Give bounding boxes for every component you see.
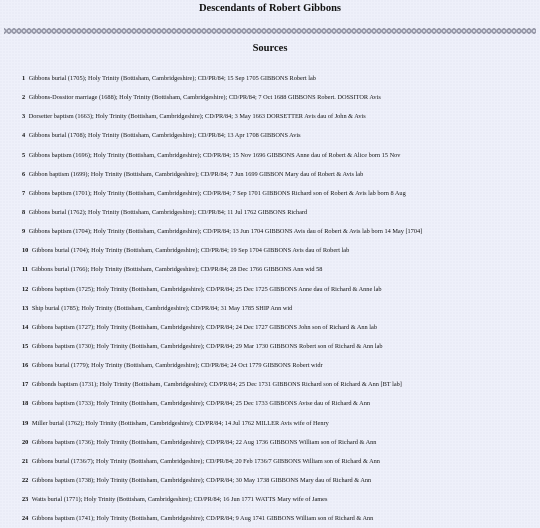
source-item [0, 146, 540, 165]
source-item [0, 356, 540, 375]
source-text: Gibbons burial (1766); Holy Trinity (Bottisham, Cambridgeshire); CD/PR/84; 28 Dec 1766 GIBBONS Ann wid 58 [31, 266, 323, 274]
source-number: 19 [22, 419, 29, 427]
page-title: Descendants of Robert Gibbons [198, 3, 342, 14]
source-text: Gibbons burial (1762); Holy Trinity (Bottisham, Cambridgeshire); CD/PR/84; 11 Jul 1762 GIBBONS Richard [28, 208, 308, 216]
source-text: Gibbons baptism (1725); Holy Trinity (Bottisham, Cambridgeshire); CD/PR/84; 25 Dec 1725 GIBBONS Anne dau of Richard & Anne lab [31, 285, 382, 293]
source-number: 8 [22, 208, 26, 216]
source-number: 20 [22, 438, 29, 446]
source-text: Gibbons-Dossitor marriage (1688); Holy Trinity (Bottisham, Cambridgeshire); CD/PR/84; 7 Oct 1688 GIBBONS Robert. DOSSITOR Avis [28, 94, 381, 102]
source-number: 1 [22, 75, 26, 82]
source-item [0, 165, 540, 184]
source-number: 16 [22, 362, 29, 370]
source-text: Gibbons burial (1736/7); Holy Trinity (Bottisham, Cambridgeshire); CD/PR/84; 20 Feb 1736/7 GIBBONS William son of Richard & Ann [31, 457, 380, 465]
source-text: Gibbons baptism (1741); Holy Trinity (Bottisham, Cambridgeshire); CD/PR/84; 9 Aug 1741 GIBBONS William son of Richard & Ann [31, 515, 374, 523]
source-item [0, 471, 540, 490]
source-text: Gibbons baptism (1701); Holy Trinity (Bottisham, Cambridgeshire); CD/PR/84; 7 Sep 1701 GIBBONS Richard son of Robert & Avis lab born 8 Aug [28, 189, 406, 197]
source-item [0, 241, 540, 260]
source-item [0, 184, 540, 203]
source-number: 18 [22, 400, 29, 408]
source-text: Gibbons baptism (1727); Holy Trinity (Bottisham, Cambridgeshire); CD/PR/84; 24 Dec 1727 GIBBONS John son of Richard & Ann lab [31, 323, 377, 331]
source-item [0, 222, 540, 241]
source-number: 9 [22, 228, 26, 236]
source-number: 4 [22, 132, 26, 140]
source-number: 2 [22, 94, 26, 102]
source-item [0, 433, 540, 452]
source-item [0, 452, 540, 471]
source-text: Gibbons baptism (1730); Holy Trinity (Bottisham, Cambridgeshire); CD/PR/84; 29 Mar 1730 GIBBONS Robert son of Richard & Ann lab [31, 342, 383, 350]
source-item [0, 69, 540, 88]
source-text: Gibbons burial (1779); Holy Trinity (Bottisham, Cambridgeshire); CD/PR/84; 24 Oct 1779 GIBBONS Robert widr [31, 362, 323, 370]
source-item [0, 337, 540, 356]
source-text: Gibbons burial (1704); Holy Trinity (Bottisham, Cambridgeshire); CD/PR/84; 19 Sep 1704 GIBBONS Avis dau of Robert lab [31, 247, 350, 255]
source-text: Gibbonds baptism (1731); Holy Trinity (Bottisham, Cambridgeshire); CD/PR/84; 25 Dec 1731 GIBBONS Richard son of Richard & Ann [BT lab] [31, 381, 402, 389]
source-number: 10 [22, 247, 29, 255]
source-number: 14 [22, 323, 29, 331]
source-text: Watts burial (1771); Holy Trinity (Bottisham, Cambridgeshire); CD/PR/84; 16 Jun 1771 WATTS Mary wife of James [31, 496, 328, 504]
source-item [0, 260, 540, 279]
source-item [0, 107, 540, 126]
source-text: Gibbons baptism (1733); Holy Trinity (Bottisham, Cambridgeshire); CD/PR/84; 25 Dec 1733 GIBBONS Avise dau of Richard & Ann [31, 400, 371, 408]
source-item [0, 126, 540, 145]
source-item [0, 299, 540, 318]
source-text: Miller burial (1762); Holy Trinity (Bottisham, Cambridgeshire); CD/PR/84; 14 Jul 1762 MILLER Avis wife of Henry [31, 419, 329, 427]
source-text: Gibbons baptism (1738); Holy Trinity (Bottisham, Cambridgeshire); CD/PR/84; 30 May 1738 GIBBONS Mary dau of Richard & Ann [31, 476, 372, 484]
source-number: 7 [22, 189, 26, 197]
source-number: 22 [22, 476, 29, 484]
source-text: Dorsetter baptism (1663); Holy Trinity (Bottisham, Cambridgeshire); CD/PR/84; 3 May 1663 DORSETTER Avis dau of John & Avis [28, 113, 366, 121]
source-number: 24 [22, 515, 29, 523]
source-item [0, 394, 540, 413]
source-item [0, 203, 540, 222]
source-text: Gibbons baptism (1696); Holy Trinity (Bottisham, Cambridgeshire); CD/PR/84; 15 Nov 1696 GIBBONS Anne dau of Robert & Alice born 15 Nov [28, 151, 401, 159]
sources-list [0, 69, 540, 528]
source-number: 12 [22, 285, 29, 293]
source-item [0, 88, 540, 107]
source-text: Gibbons burial (1708); Holy Trinity (Bottisham, Cambridgeshire); CD/PR/84; 13 Apr 1708 GIBBONS Avis [28, 132, 301, 140]
source-number: 5 [22, 151, 26, 159]
source-text: Ship burial (1785); Holy Trinity (Bottisham, Cambridgeshire); CD/PR/84; 31 May 1785 SHIP Ann wid [31, 304, 293, 312]
source-number: 13 [22, 304, 29, 312]
source-number: 6 [22, 170, 26, 178]
source-text: Gibbon baptism (1699); Holy Trinity (Bottisham, Cambridgeshire); CD/PR/84; 7 Jun 1699 GIBBON Mary dau of Robert & Avis lab [28, 170, 364, 178]
source-number: 11 [22, 266, 28, 274]
source-item [0, 318, 540, 337]
source-item [0, 509, 540, 528]
source-item [0, 490, 540, 509]
decorative-divider [4, 28, 536, 34]
source-number: 23 [22, 496, 29, 504]
source-item [0, 414, 540, 433]
section-title-sources: Sources [252, 43, 288, 54]
source-number: 15 [22, 342, 29, 350]
source-text: Gibbons burial (1705); Holy Trinity (Bottisham, Cambridgeshire); CD/PR/84; 15 Sep 1705 GIBBONS Robert lab [28, 75, 316, 82]
source-item [0, 280, 540, 299]
source-number: 3 [22, 113, 26, 121]
source-number: 21 [22, 457, 29, 465]
source-number: 17 [22, 381, 29, 389]
source-item [0, 375, 540, 394]
source-text: Gibbons baptism (1704); Holy Trinity (Bottisham, Cambridgeshire); CD/PR/84; 13 Jun 1704 GIBBONS Avis dau of Robert & Avis lab born 14 May [1704] [28, 228, 423, 236]
source-text: Gibbons baptism (1736); Holy Trinity (Bottisham, Cambridgeshire); CD/PR/84; 22 Aug 1736 GIBBONS William son of Richard & Ann [31, 438, 377, 446]
